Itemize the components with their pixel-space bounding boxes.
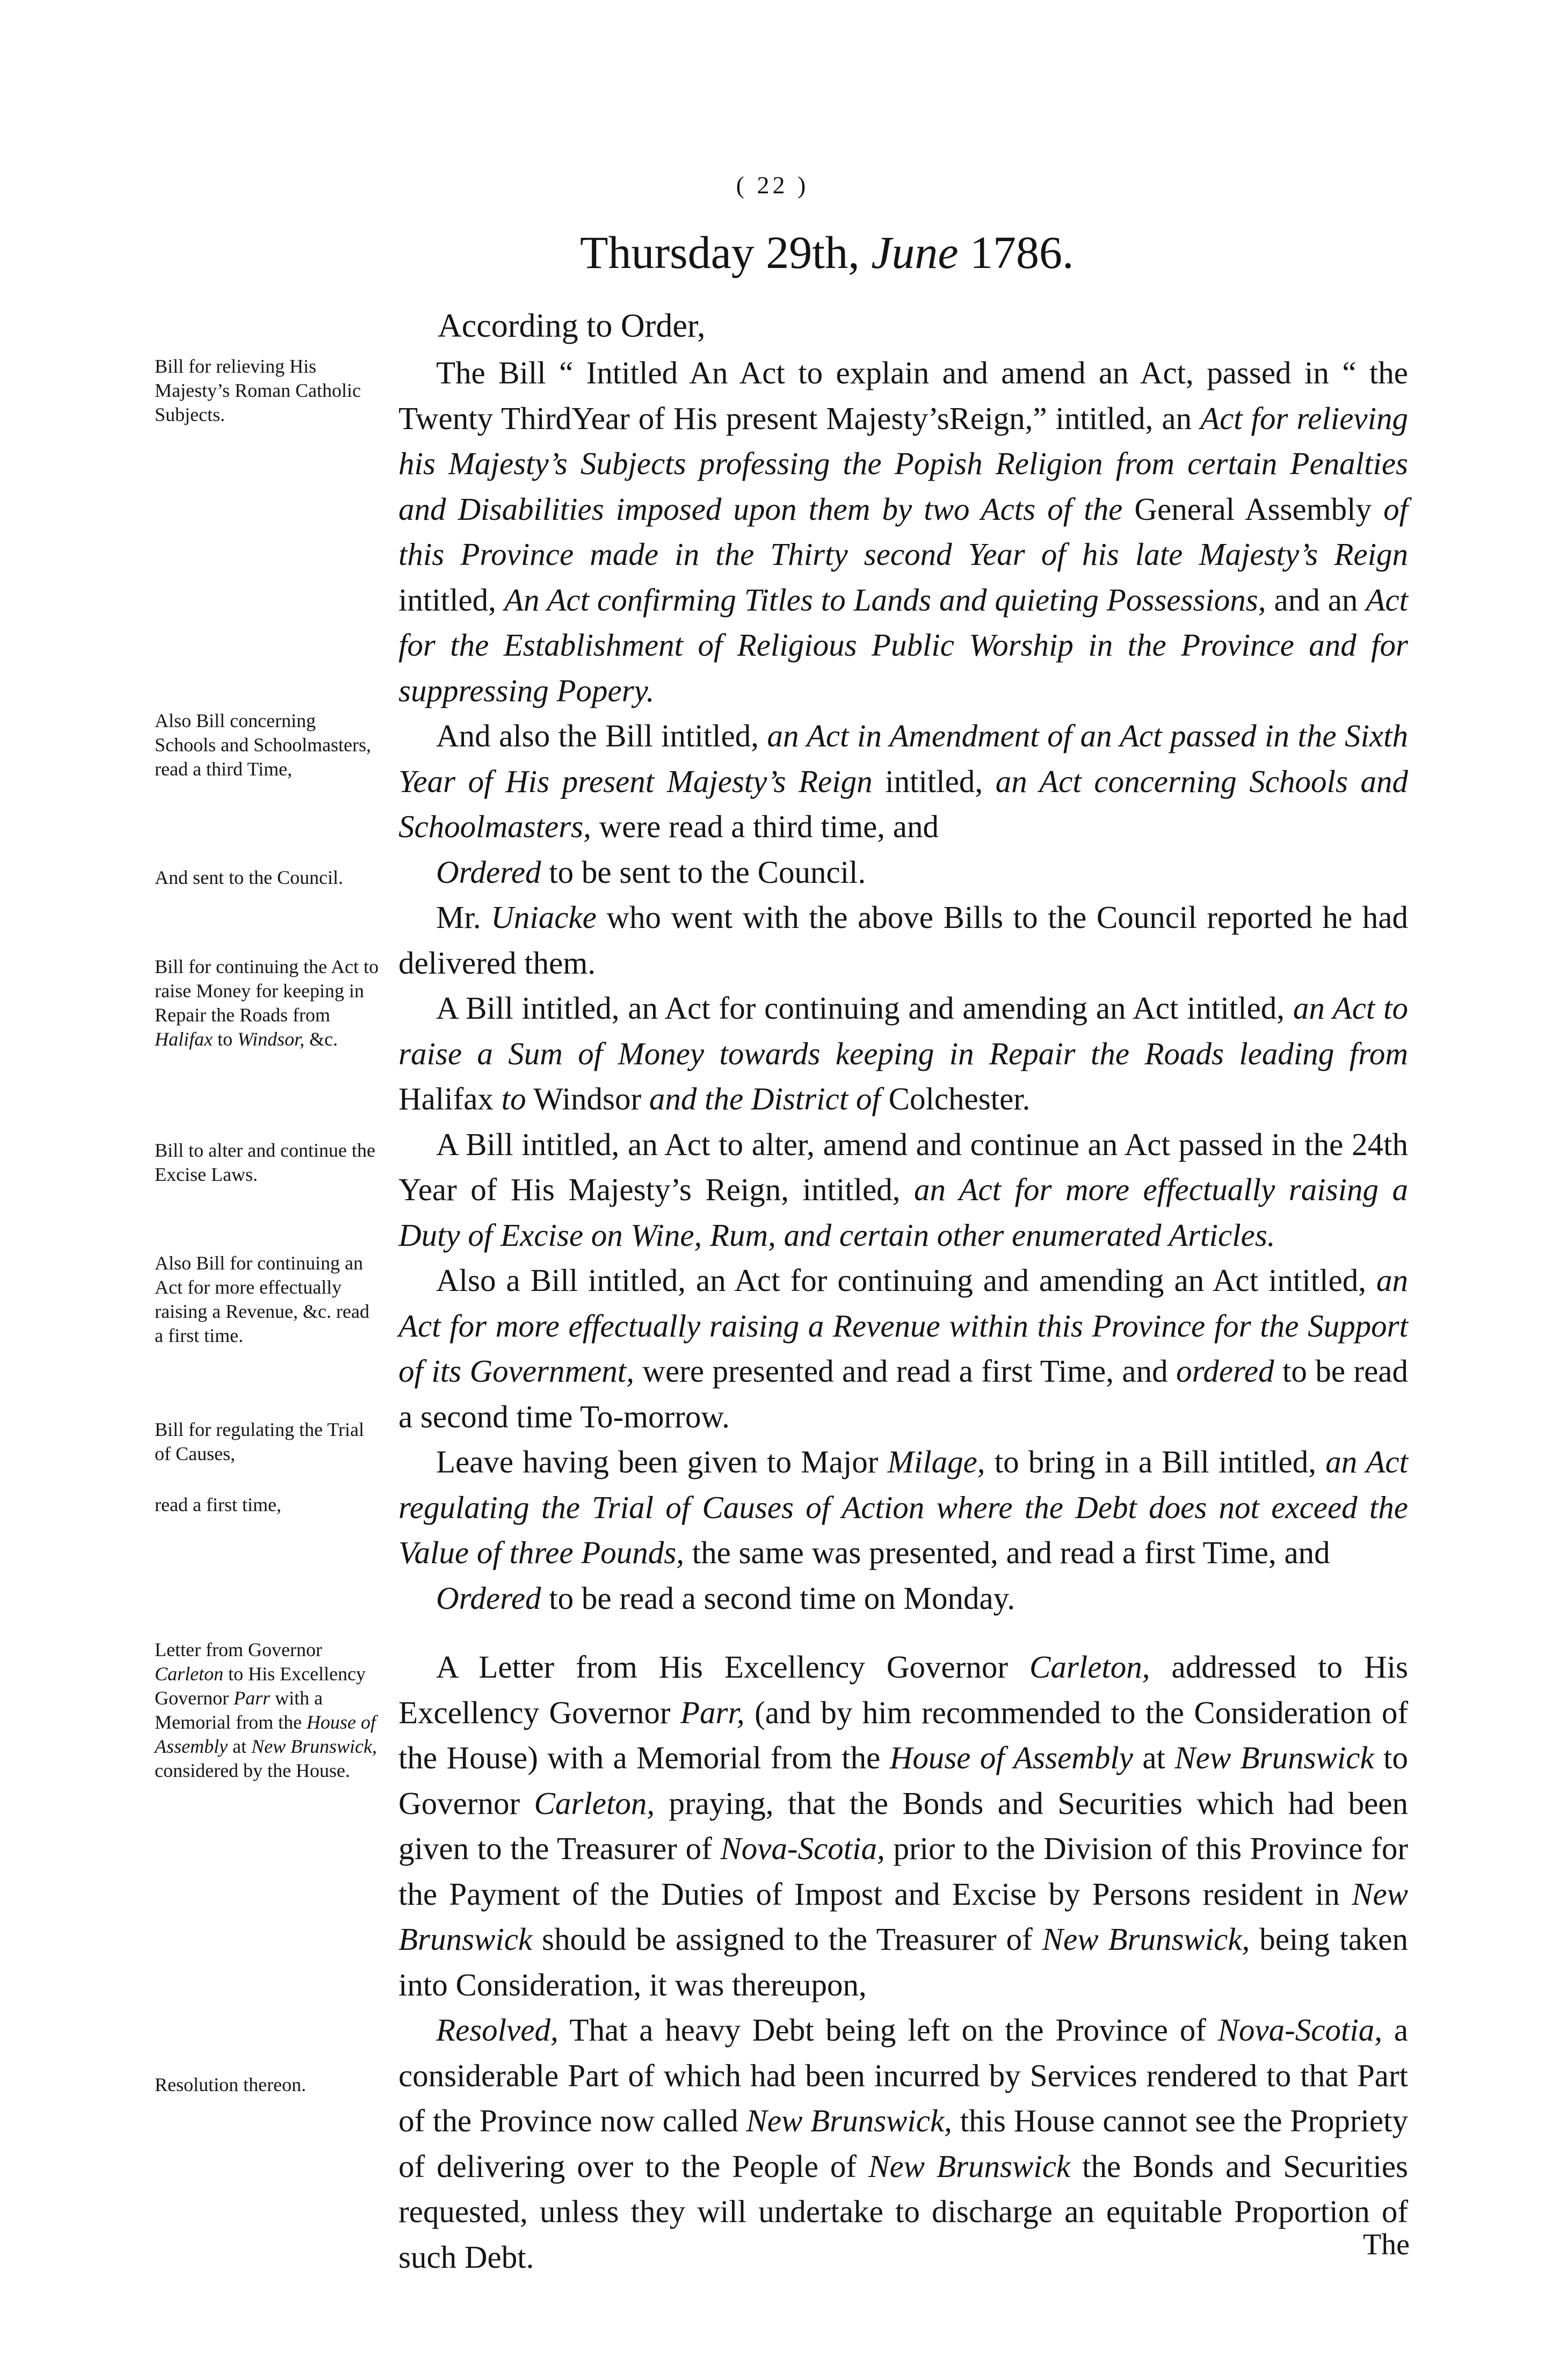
text-run: considered by the House.: [155, 1760, 350, 1781]
text-run: an Act for more effectually raising a Duty of Excise on Wine, Rum, and certain other enumerated Articles.: [398, 1172, 1409, 1253]
text-run: were read a third time, and: [591, 809, 939, 844]
paragraph-resolution: [398, 2007, 1408, 2280]
text-run: intitled,: [872, 763, 996, 799]
text-run: Windsor,: [237, 1028, 305, 1050]
text-run: Halifax: [398, 1081, 502, 1116]
margin-note-sent-to-council: [155, 866, 380, 890]
text-run: A Bill intitled, an Act to alter, amend and continue an Act passed in the 24th Year of His Majesty’s Reign, intitled,: [398, 1126, 1408, 1207]
text-run: an Act in Amendment of an Act passed in the Sixth Year of His present Majesty’s Reign: [398, 718, 1408, 799]
text-run: being taken into Consideration, it was thereupon,: [398, 1921, 1408, 2002]
text-run: Also Bill concerning Schools and Schoolmasters, read a third Time,: [155, 710, 371, 780]
text-run: and an: [1266, 582, 1366, 618]
text-run: ordered: [1176, 1353, 1274, 1389]
text-run: An Act confirming Titles to Lands and quieting Possessions,: [504, 582, 1266, 618]
date-heading-month: June: [871, 227, 959, 278]
text-run: And also the Bill intitled,: [436, 718, 767, 753]
text-run: Letter from Governor: [155, 1639, 322, 1660]
text-run: Parr,: [680, 1694, 745, 1730]
text-run: New Brunswick,: [746, 2103, 952, 2138]
text-run: The Bill “ Intitled An Act to explain and amend an Act, passed in “ the Twenty ThirdYear of His present Majesty’sReign,” intitled, an: [398, 355, 1408, 436]
paragraph-roads-bill: [398, 985, 1408, 1122]
text-run: Parr: [233, 1687, 270, 1709]
text-run: (and by him recommended to the Consideration of the House) with a Memorial from the: [398, 1694, 1408, 1775]
text-run: A Bill intitled, an Act for continuing and amending an Act intitled,: [436, 990, 1293, 1026]
text-run: That a heavy Debt being left on the Province of: [558, 2012, 1218, 2048]
text-run: addressed to His Excellency Governor: [398, 1649, 1408, 1730]
margin-note-roman-catholic-bill: [155, 354, 380, 427]
text-run: an Act concerning Schools and Schoolmasters,: [398, 763, 1408, 844]
text-run: Also a Bill intitled, an Act for continuing and amending an Act intitled,: [436, 1262, 1376, 1298]
order-line: According to Order,: [438, 308, 706, 344]
text-run: Bill for regulating the Trial of Causes,: [155, 1419, 364, 1464]
text-run: to: [212, 1028, 237, 1050]
paragraph-revenue-bill: [398, 1258, 1408, 1439]
text-run: to be read a second time To-morrow.: [398, 1353, 1408, 1434]
margin-note-trial-of-causes: [155, 1418, 380, 1466]
margin-note-first-reading: [155, 1493, 380, 1517]
margin-note-resolution: [155, 2073, 380, 2097]
margin-note-excise-bill: [155, 1138, 380, 1187]
text-run: Carleton,: [1029, 1649, 1150, 1685]
text-run: House of Assembly: [889, 1740, 1133, 1775]
date-heading-day: Thursday 29th,: [580, 227, 860, 278]
journal-body: [398, 350, 1408, 2280]
text-run: to: [501, 1081, 526, 1116]
text-run: to His Excellency Governor: [155, 1663, 366, 1709]
paragraph-uniacke-report: [398, 895, 1408, 985]
text-run: this House cannot see the Propriety of delivering over to the People of: [398, 2103, 1408, 2184]
text-run: General Assembly: [1122, 491, 1384, 527]
text-run: Act for the Establishment of Religious Public Worship in the Province and for suppressing Popery.: [398, 582, 1409, 708]
margin-note-carleton-letter: [155, 1638, 380, 1783]
margin-note-roads-bill: [155, 955, 380, 1051]
text-run: and the District of: [649, 1081, 881, 1116]
text-run: an Act to raise a Sum of Money towards keeping in Repair the Roads leading from: [398, 990, 1408, 1071]
text-run: Uniacke: [491, 899, 597, 935]
text-run: Resolution thereon.: [155, 2074, 306, 2095]
text-run: Leave having been given to Major: [436, 1444, 888, 1479]
page-number: ( 22 ): [736, 171, 809, 199]
paragraph-carleton-letter: [398, 1644, 1408, 2007]
text-run: an Act for more effectually raising a Revenue within this Province for the Support of its Government,: [398, 1262, 1408, 1389]
text-run: to be read a second time on Monday.: [541, 1580, 1016, 1616]
paragraph-second-reading-monday: [398, 1576, 1408, 1621]
paragraph-roman-catholic-bill: [398, 350, 1408, 713]
text-run: the same was presented, and read a first Time, and: [684, 1535, 1330, 1570]
text-run: Nova-Scotia,: [720, 1831, 885, 1866]
text-run: Carleton: [155, 1663, 224, 1685]
text-run: Mr.: [436, 899, 491, 935]
text-run: New Brunswick,: [251, 1736, 377, 1757]
text-run: at: [1133, 1740, 1175, 1775]
text-run: of this Province made in the Thirty second Year of his late Majesty’s Reign: [398, 491, 1408, 572]
text-run: Nova-Scotia,: [1217, 2012, 1383, 2048]
text-run: praying, that the Bonds and Securities which had been given to the Treasurer of: [398, 1785, 1409, 1866]
margin-note-revenue-bill: [155, 1251, 380, 1348]
text-run: should be assigned to the Treasurer of: [532, 1921, 1042, 1957]
text-run: Halifax: [155, 1028, 213, 1050]
text-run: Carleton,: [534, 1785, 655, 1821]
text-run: Windsor: [526, 1081, 649, 1116]
text-run: the Bonds and Securities requested, unless they will undertake to discharge an equitable Proportion of such Debt.: [398, 2148, 1408, 2275]
text-run: a considerable Part of which had been incurred by Services rendered to that Part of the Province now called: [398, 2012, 1409, 2138]
date-heading-year: 1786.: [970, 227, 1074, 278]
text-run: an Act regulating the Trial of Causes of Action where the Debt does not exceed the Value of three Pounds,: [398, 1444, 1408, 1570]
text-run: Also Bill for continuing an Act for more effectually raising a Revenue, &c. read a first time.: [155, 1252, 369, 1346]
paragraph-trial-of-causes-bill: [398, 1439, 1408, 1576]
text-run: House of Assembly: [155, 1711, 376, 1757]
text-run: intitled,: [398, 582, 504, 618]
text-run: Ordered: [436, 854, 541, 890]
text-run: to bring in a Bill intitled,: [985, 1444, 1326, 1479]
text-run: Bill to alter and continue the Excise Laws.: [155, 1140, 375, 1185]
text-run: &c.: [304, 1028, 338, 1050]
text-run: Bill for continuing the Act to raise Money for keeping in Repair the Roads from: [155, 956, 379, 1026]
text-run: Colchester.: [880, 1081, 1031, 1116]
margin-note-schools-bill: [155, 709, 380, 781]
text-run: at: [227, 1736, 251, 1757]
paragraph-excise-bill: [398, 1122, 1408, 1258]
text-run: And sent to the Council.: [155, 867, 343, 888]
text-run: Bill for relieving His Majesty’s Roman Catholic Subjects.: [155, 355, 361, 425]
text-run: Resolved,: [436, 2012, 558, 2048]
text-run: with a Memorial from the: [155, 1687, 323, 1733]
text-run: read a first time,: [155, 1494, 281, 1515]
text-run: New Brunswick: [398, 1876, 1408, 1957]
text-run: were presented and read a first Time, and: [634, 1353, 1177, 1389]
text-run: Milage,: [887, 1444, 985, 1479]
text-run: A Letter from His Excellency Governor: [436, 1649, 1029, 1685]
text-run: New Brunswick: [1174, 1740, 1374, 1775]
text-run: New Brunswick,: [1042, 1921, 1250, 1957]
text-run: Act for relieving his Majesty’s Subjects professing the Popish Religion from certain Penalties and Disabilities imposed upon them by two Acts of the: [398, 400, 1409, 527]
date-heading: [580, 226, 1074, 279]
text-run: prior to the Division of this Province for the Payment of the Duties of Impost and Excise by Persons resident in: [398, 1831, 1408, 1912]
text-run: Ordered: [436, 1580, 541, 1616]
text-run: to Governor: [398, 1740, 1408, 1821]
paragraph-sent-to-council: [398, 850, 1408, 895]
text-run: to be sent to the Council.: [541, 854, 866, 890]
paragraph-schools-bill: [398, 713, 1408, 850]
catchword: The: [1362, 2228, 1410, 2261]
text-run: New Brunswick: [868, 2148, 1071, 2184]
text-run: who went with the above Bills to the Council reported he had delivered them.: [398, 899, 1408, 981]
